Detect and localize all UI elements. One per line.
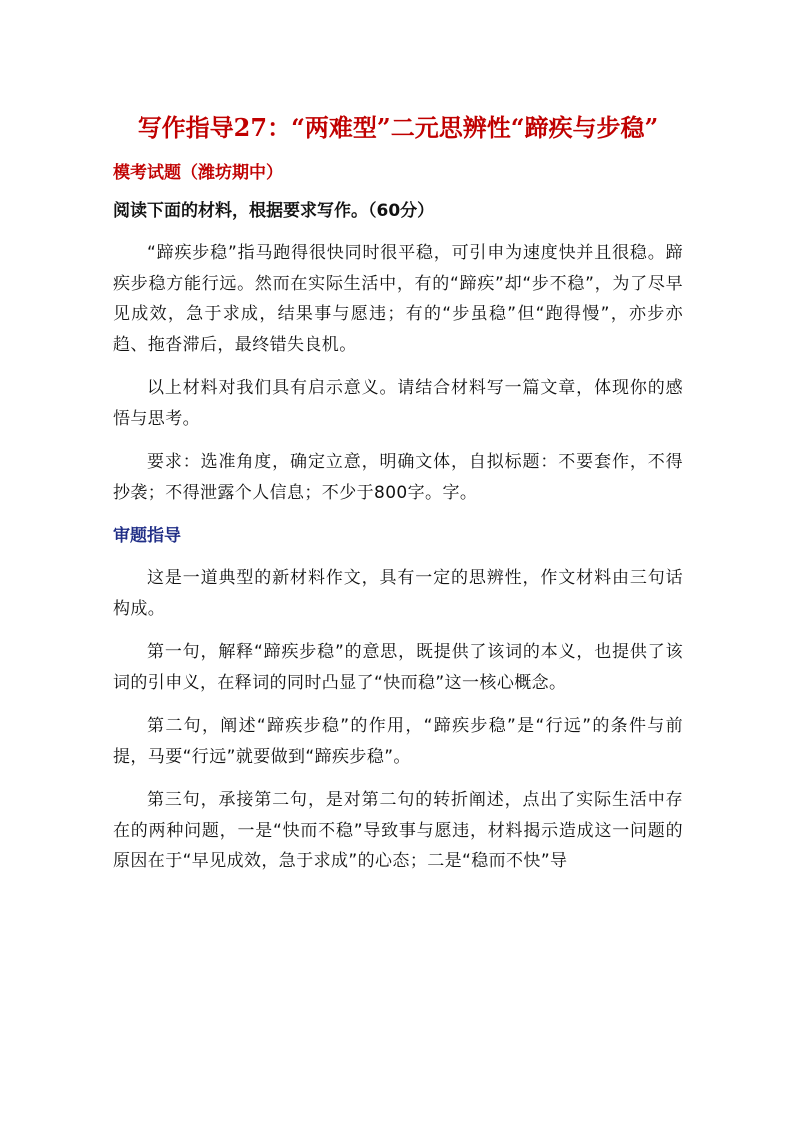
guide-paragraph-2: 第一句，解释“蹄疾步稳”的意思，既提供了该词的本义，也提供了该词的引申义，在释词的同时凸显了“快而稳”这一核心概念。 xyxy=(113,642,683,693)
guide-paragraph-3: 第二句，阐述“蹄疾步稳”的作用，“蹄疾步稳”是“行远”的条件与前提，马要“行远”就要做到“蹄疾步稳”。 xyxy=(113,716,683,767)
page-title: 写作指导27：“两难型”二元思辨性“蹄疾与步稳” xyxy=(137,113,659,142)
requirements-paragraph: 要求：选准角度，确定立意，明确文体，自拟标题：不要套作，不得抄袭；不得泄露个人信息；不少于800字。字。 xyxy=(113,452,683,503)
material-paragraph-2: 以上材料对我们具有启示意义。请结合材料写一篇文章，体现你的感悟与思考。 xyxy=(113,378,683,429)
writing-instruction: 阅读下面的材料，根据要求写作。（60分） xyxy=(113,201,435,221)
material-paragraph-1: “蹄疾步稳”指马跑得很快同时很平稳，可引申为速度快并且很稳。蹄疾步稳方能行远。然而在实际生活中，有的“蹄疾”却“步不稳”，为了尽早见成效，急于求成，结果事与愿违；有的“步虽稳”但“跑得慢”，亦步亦趋、拖沓滞后，最终错失良机。 xyxy=(113,243,683,355)
exam-source-heading: 模考试题（潍坊期中） xyxy=(113,163,283,183)
document-content xyxy=(113,104,683,890)
guide-paragraph-4: 第三句，承接第二句，是对第二句的转折阐述，点出了实际生活中存在的两种问题，一是“快而不稳”导致事与愿违，材料揭示造成这一问题的原因在于“早见成效，急于求成”的心态；二是“稳而不快”导 xyxy=(113,790,683,871)
guide-paragraph-1: 这是一道典型的新材料作文，具有一定的思辨性，作文材料由三句话构成。 xyxy=(113,568,683,619)
guide-heading: 审题指导 xyxy=(113,526,181,546)
